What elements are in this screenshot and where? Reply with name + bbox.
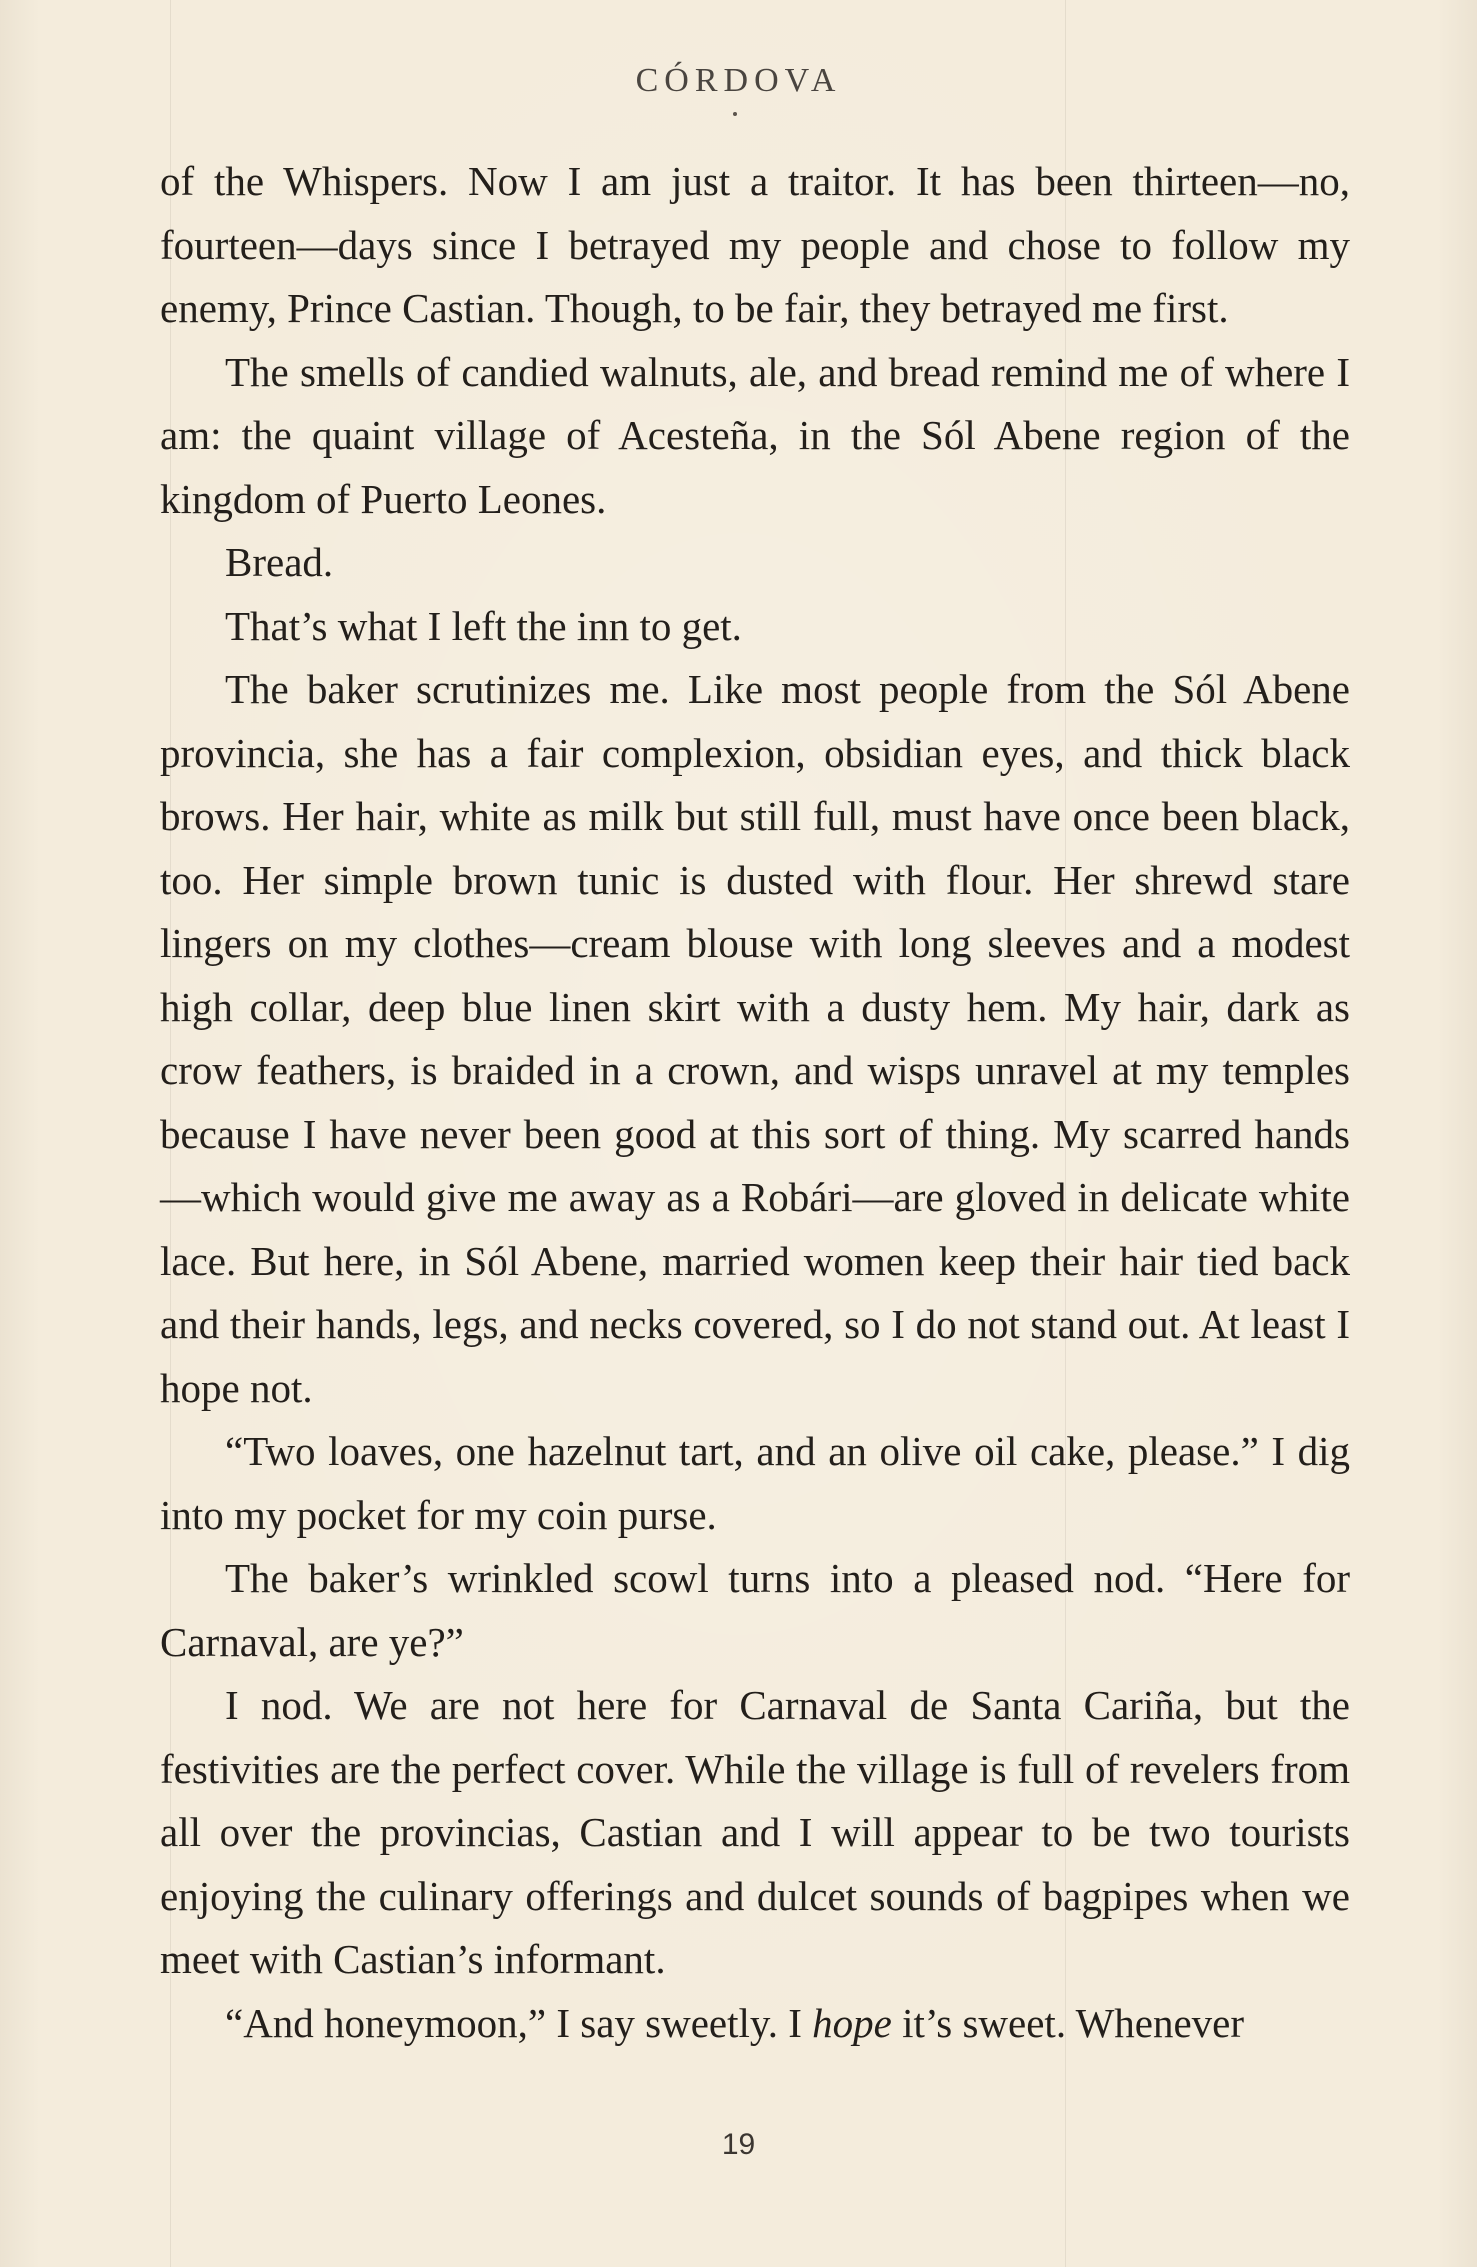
paragraph: I nod. We are not here for Carnaval de Santa Cariña, but the festivities are the perfect cover. While the village is full of revelers from all over the provincias, Castian and I will appear to be two tourists enjoying the culinary offerings and dulcet sounds of bagpipes when we meet with Castian’s informant. [160,1682,1350,1982]
paragraph: That’s what I left the inn to get. [225,602,742,649]
ornament-dot [733,112,737,116]
text-run: it’s sweet. Whenever [891,1999,1245,2046]
paragraph: The baker scrutinizes me. Like most people from the Sól Abene provincia, she has a fair complexion, obsidian eyes, and thick black brows. Her hair, white as milk but still full, must have once been black, too. Her simple brown tunic is dusted with flour. Her shrewd stare lingers on my clothes—cream blouse with long sleeves and a modest high collar, deep blue linen skirt with a dusty hem. My hair, dark as crow feathers, is braided in a crown, and wisps unravel at my temples because I have never been good at this sort of thing. My scarred hands—which would give me away as a Robári—are gloved in delicate white lace. But here, in Sól Abene, married women keep their hair tied back and their hands, legs, and necks covered, so I do not stand out. At least I hope not. [160,666,1350,1411]
text-run: “And honeymoon,” I say sweetly. I [225,1999,813,2046]
emphasis-text: hope [812,1999,892,2046]
paragraph: Bread. [225,539,334,585]
paragraph: “Two loaves, one hazelnut tart, and an olive oil cake, please.” I dig into my pocket for my coin purse. [160,1428,1350,1538]
page-number: 19 [721,2128,756,2161]
paragraph: The smells of candied walnuts, ale, and bread remind me of where I am: the quaint village of Acesteña, in the Sól Abene region of the kingdom of Puerto Leones. [160,348,1350,522]
paragraph: The baker’s wrinkled scowl turns into a pleased nod. “Here for Carnaval, are ye?” [160,1555,1350,1665]
paragraph-last [160,1992,1350,2056]
running-head: CÓRDOVA [635,62,842,99]
body-text [160,150,1350,2055]
paragraph: of the Whispers. Now I am just a traitor. It has been thirteen—no, fourteen—days since I betrayed my people and chose to follow my enemy, Prince Castian. Though, to be fair, they betrayed me first. [160,158,1350,331]
